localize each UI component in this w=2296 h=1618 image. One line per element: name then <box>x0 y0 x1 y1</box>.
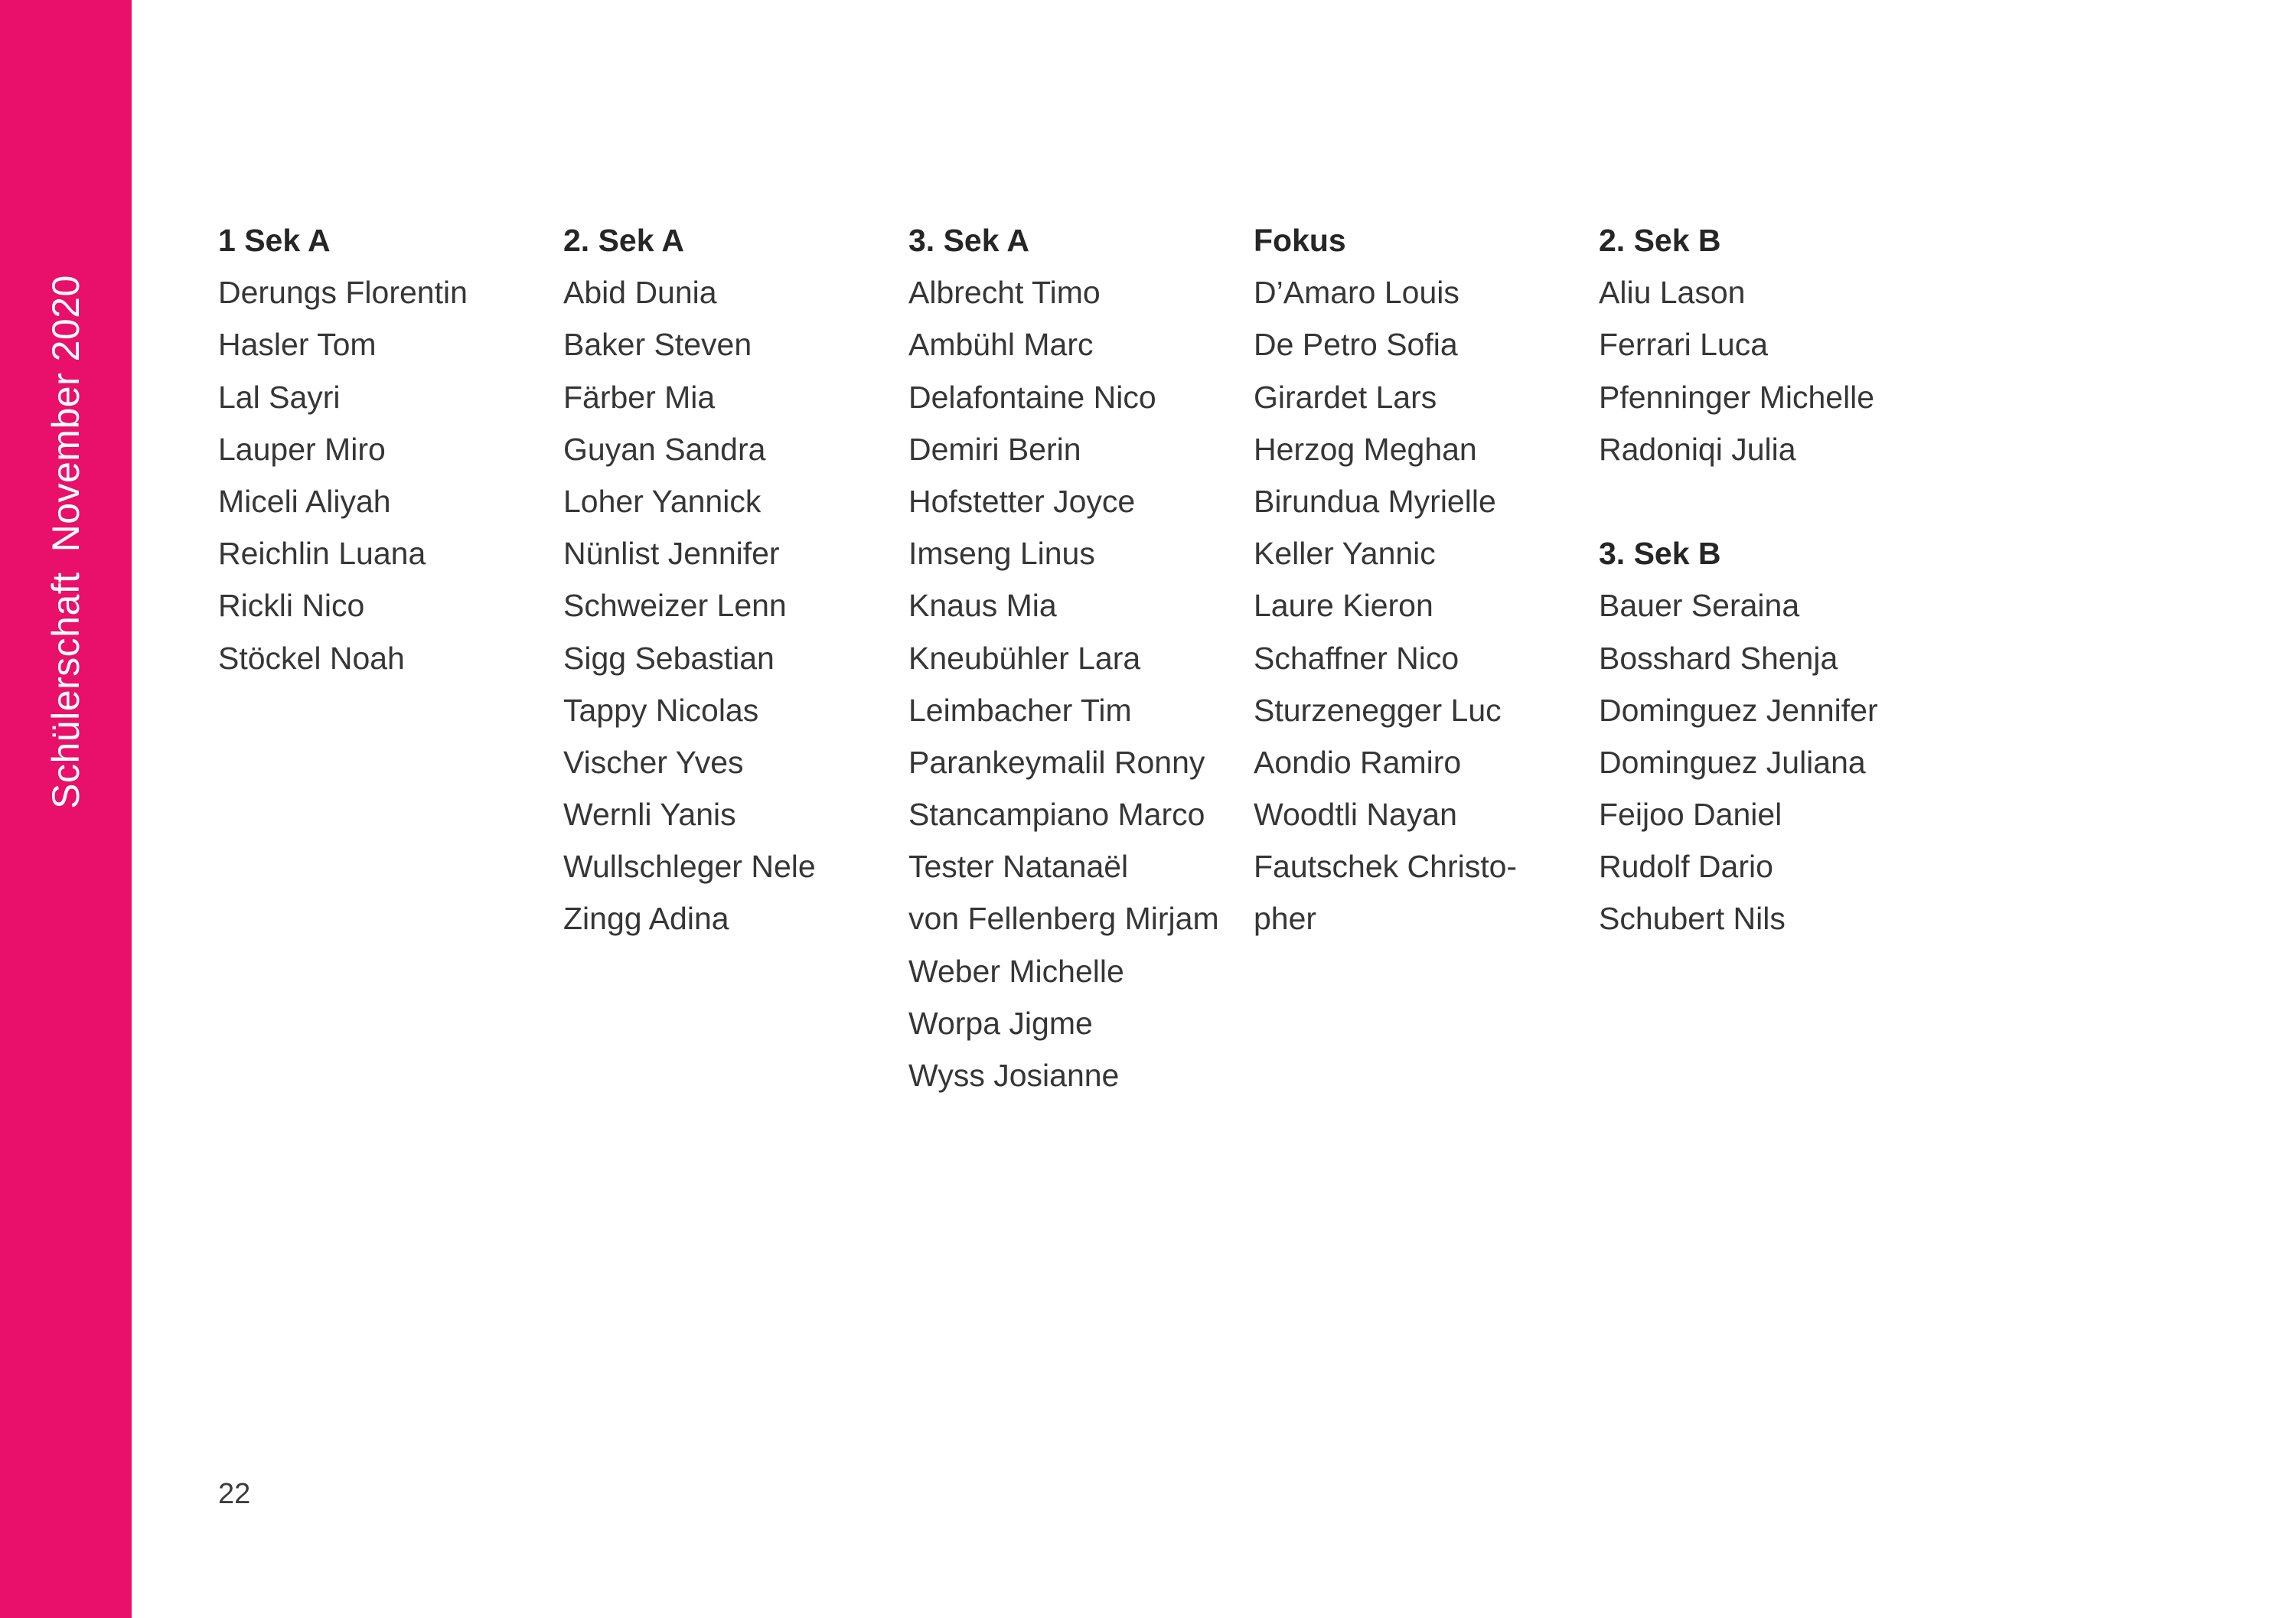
student-name: Sigg Sebastian <box>563 640 775 676</box>
student-name: Hasler Tom <box>218 327 377 363</box>
student-name: Herzog Meghan <box>1254 431 1477 467</box>
student-name: Vischer Yves <box>563 744 744 780</box>
student-name: Delafontaine Nico <box>908 379 1156 415</box>
student-name: Zingg Adina <box>563 901 729 937</box>
student-name: Loher Yannick <box>563 483 762 519</box>
student-name: Färber Mia <box>563 379 716 415</box>
class-column-sek-b <box>1599 220 1928 951</box>
student-name: Guyan Sandra <box>563 431 766 467</box>
student-name: Abid Dunia <box>563 275 717 311</box>
student-name: Tester Natanaël <box>908 849 1129 885</box>
class-group-3-sek-a <box>908 220 1238 1107</box>
student-name: Wullschleger Nele <box>563 849 816 885</box>
class-column-2-sek-a <box>563 220 892 951</box>
student-name: Tappy Nicolas <box>563 692 759 728</box>
student-name: Woodtli Nayan <box>1254 797 1457 833</box>
student-name: von Fellenberg Mirjam <box>908 901 1219 937</box>
student-name: Bauer Seraina <box>1599 588 1800 624</box>
student-name: Birundua Myrielle <box>1254 483 1496 519</box>
student-name: Keller Yannic <box>1254 536 1436 572</box>
student-name: Bosshard Shenja <box>1599 640 1838 676</box>
side-bar <box>0 0 132 1618</box>
vertical-title-date: November 2020 <box>44 275 87 553</box>
student-name: Schweizer Lenn <box>563 588 787 624</box>
class-heading: 2. Sek B <box>1599 223 1721 258</box>
student-name: Parankeymalil Ronny <box>908 744 1205 780</box>
class-heading: 1 Sek A <box>218 223 331 258</box>
student-name: Hofstetter Joyce <box>908 483 1136 519</box>
class-heading: 3. Sek A <box>908 223 1030 258</box>
student-name: Stöckel Noah <box>218 640 405 676</box>
student-name: Rudolf Dario <box>1599 849 1773 885</box>
student-name: Lauper Miro <box>218 431 386 467</box>
student-name: Aondio Ramiro <box>1254 744 1462 780</box>
page-number: 22 <box>218 1478 251 1510</box>
student-name: Worpa Jigme <box>908 1005 1093 1041</box>
student-name: Schubert Nils <box>1599 901 1786 937</box>
class-heading: Fokus <box>1254 223 1346 258</box>
student-name: Dominguez Jennifer <box>1599 692 1878 728</box>
vertical-title <box>44 275 87 809</box>
student-name: Feijoo Daniel <box>1599 797 1782 833</box>
class-column-3-sek-a <box>908 220 1238 1107</box>
class-heading: 2. Sek A <box>563 223 685 258</box>
class-column-fokus <box>1254 220 1583 951</box>
student-name: Weber Michelle <box>908 953 1124 989</box>
student-name: D’Amaro Louis <box>1254 275 1459 311</box>
student-name: pher <box>1254 901 1317 937</box>
class-column-1-sek-a <box>218 220 547 690</box>
student-name: Leimbacher Tim <box>908 692 1132 728</box>
class-group-2-sek-a <box>563 220 892 951</box>
student-name: Ambühl Marc <box>908 327 1094 363</box>
class-group-fokus <box>1254 220 1583 951</box>
student-name: Rickli Nico <box>218 588 365 624</box>
student-name: Knaus Mia <box>908 588 1057 624</box>
student-name: Pfenninger Michelle <box>1599 379 1875 415</box>
student-name: Girardet Lars <box>1254 379 1437 415</box>
student-name: Lal Sayri <box>218 379 341 415</box>
student-name: Aliu Lason <box>1599 275 1746 311</box>
student-name: Derungs Florentin <box>218 275 468 311</box>
student-name: Wyss Josianne <box>908 1058 1120 1093</box>
class-group-3-sek-b <box>1599 533 1928 951</box>
student-name: Sturzenegger Luc <box>1254 692 1502 728</box>
student-name: Radoniqi Julia <box>1599 431 1796 467</box>
class-heading: 3. Sek B <box>1599 536 1721 572</box>
student-name: Kneubühler Lara <box>908 640 1141 676</box>
student-name: Baker Steven <box>563 327 752 363</box>
student-name: Stancampiano Marco <box>908 797 1205 833</box>
student-name: Demiri Berin <box>908 431 1081 467</box>
student-name: Imseng Linus <box>908 536 1095 572</box>
class-group-1-sek-a <box>218 220 547 690</box>
student-name: Nünlist Jennifer <box>563 536 780 572</box>
student-name: Laure Kieron <box>1254 588 1433 624</box>
student-name: Ferrari Luca <box>1599 327 1769 363</box>
student-name: Dominguez Juliana <box>1599 744 1866 780</box>
student-name: De Petro Sofia <box>1254 327 1458 363</box>
student-name: Wernli Yanis <box>563 797 736 833</box>
student-name: Reichlin Luana <box>218 536 426 572</box>
student-name: Schaffner Nico <box>1254 640 1459 676</box>
class-group-2-sek-b <box>1599 220 1928 481</box>
student-name: Miceli Aliyah <box>218 483 391 519</box>
student-name: Albrecht Timo <box>908 275 1101 311</box>
vertical-title-main: Schülerschaft <box>44 572 87 809</box>
student-name: Fautschek Christo- <box>1254 849 1518 885</box>
